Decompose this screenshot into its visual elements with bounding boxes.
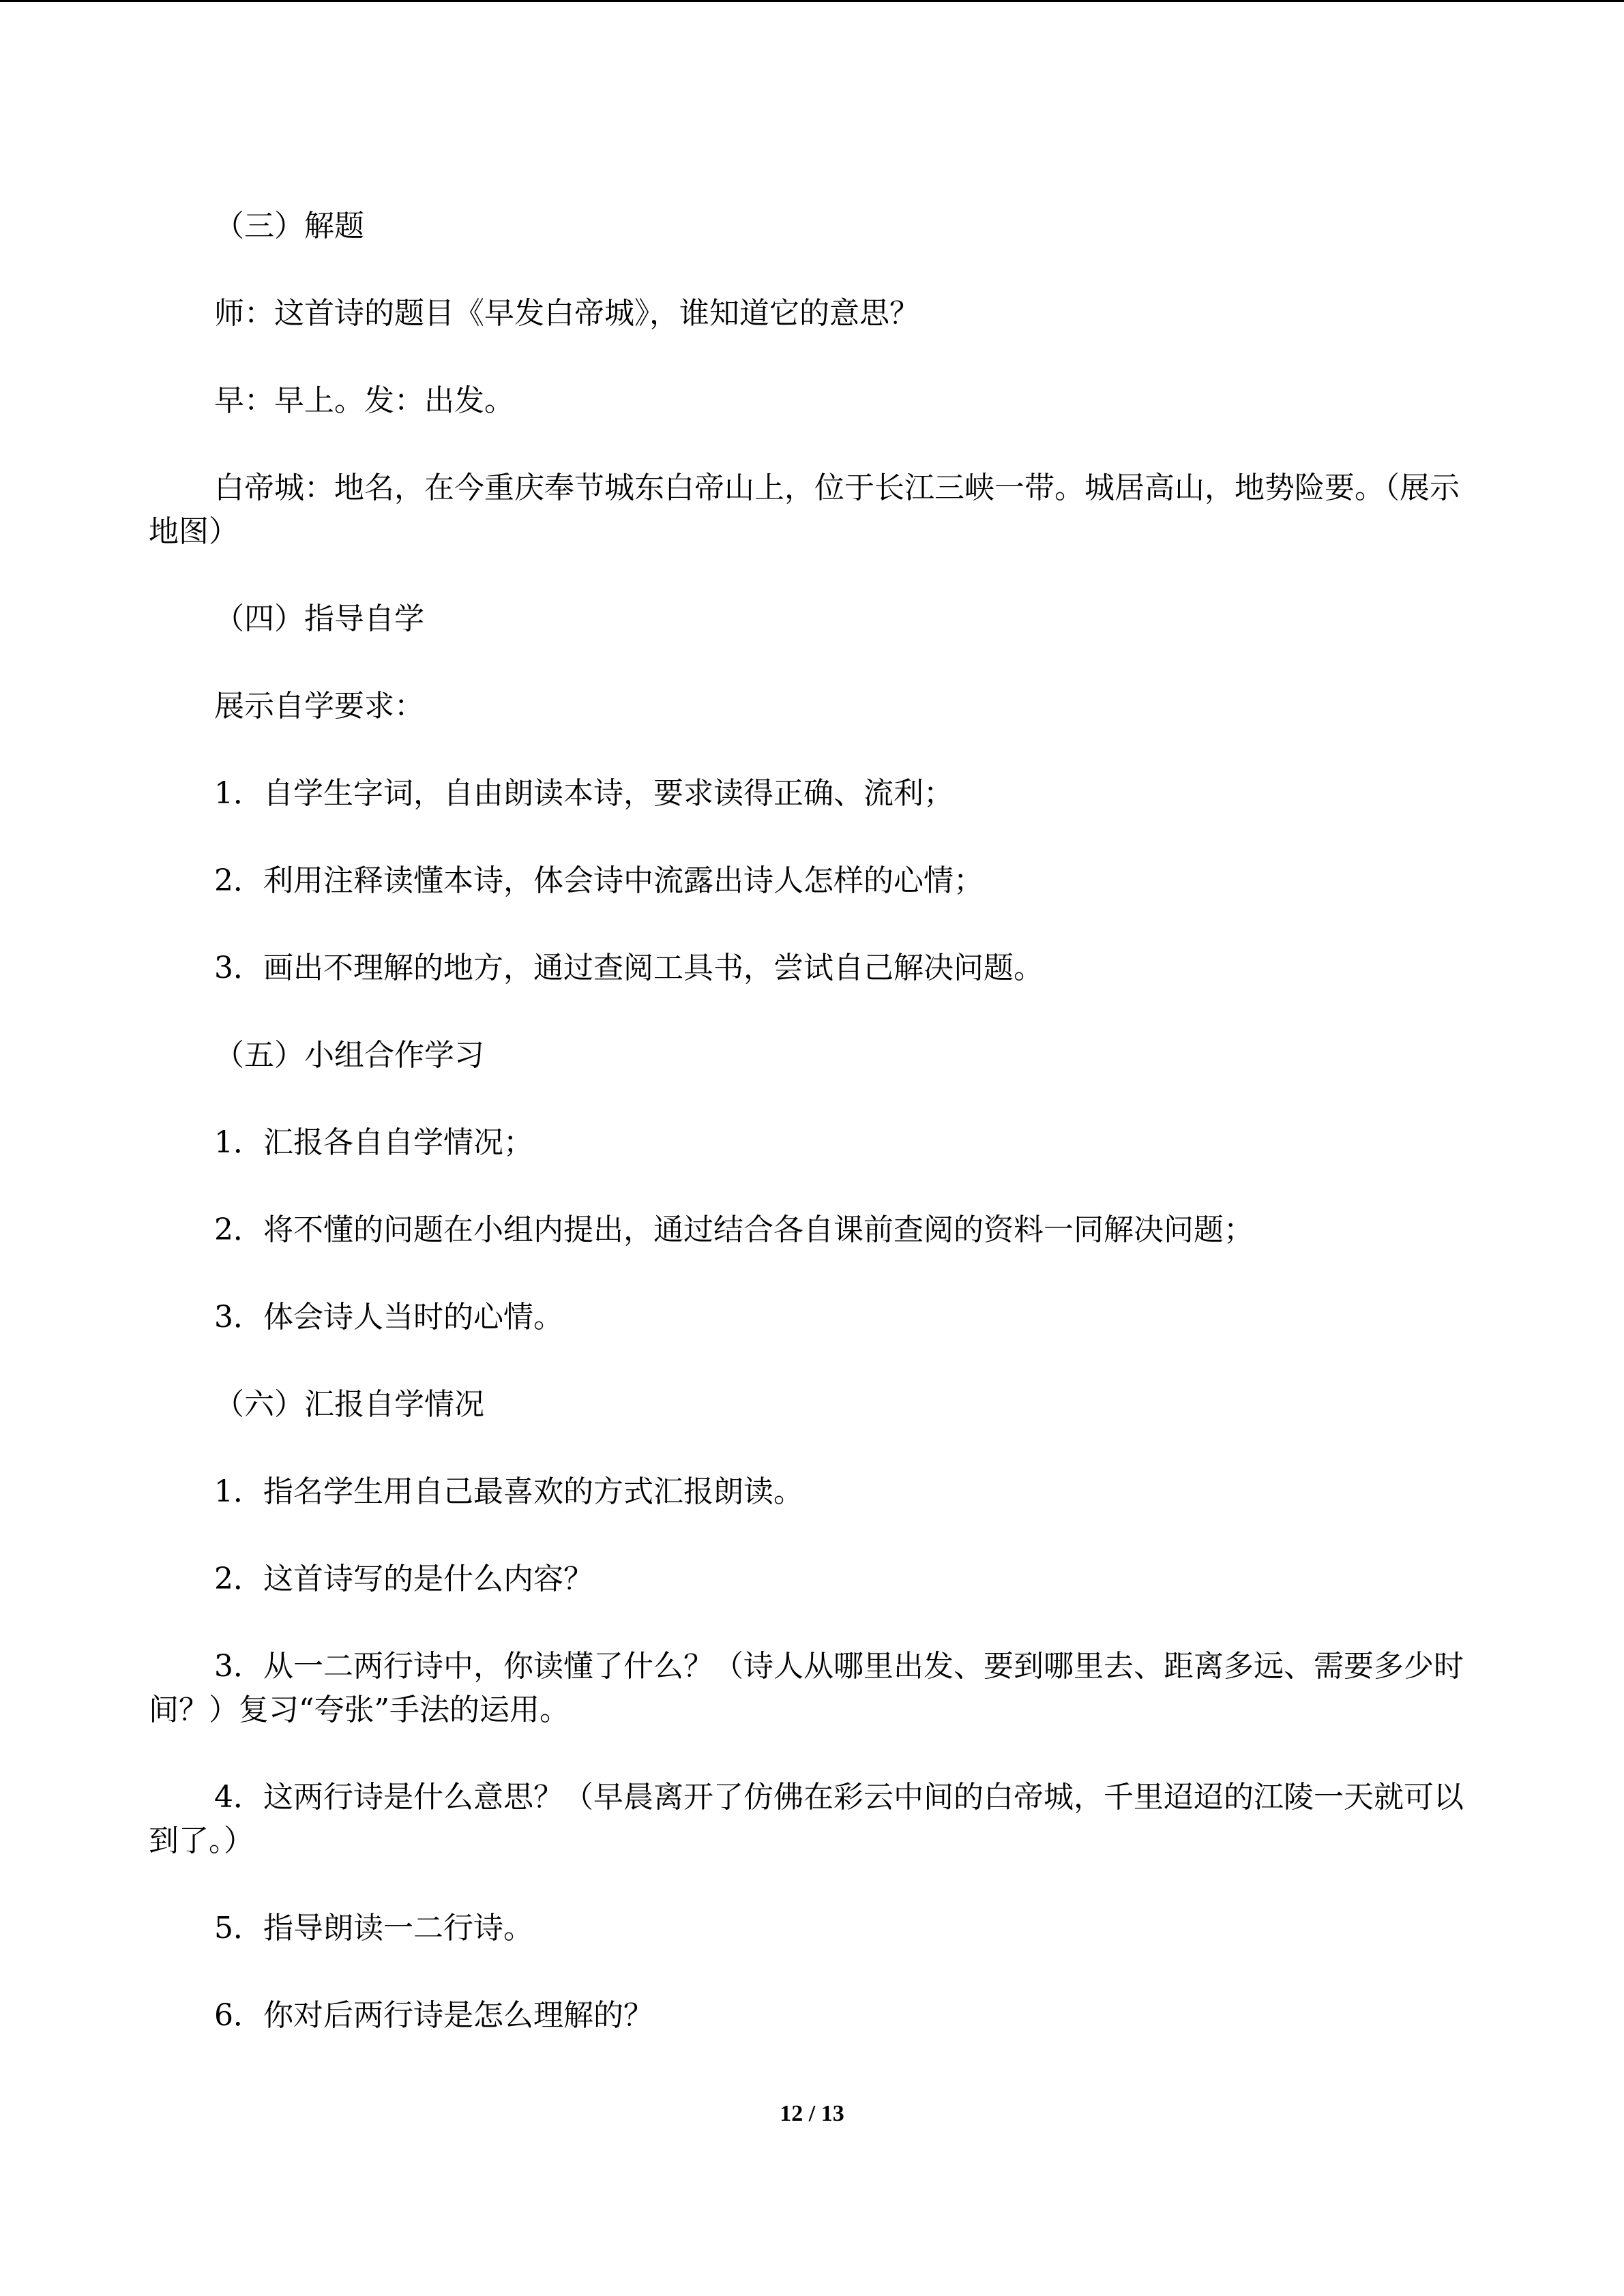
list-item: 4．这两行诗是什么意思？（早晨离开了仿佛在彩云中间的白帝城，千里迢迢的江陵一天就可以到了。） bbox=[149, 1780, 1464, 1858]
list-item: 2．将不懂的问题在小组内提出，通过结合各自课前查阅的资料一同解决问题； bbox=[214, 1212, 1254, 1247]
page-body bbox=[149, 205, 1475, 2081]
list-item: 1．自学生字词，自由朗读本诗，要求读得正确、流利； bbox=[214, 776, 954, 811]
list-item: 3．体会诗人当时的心情。 bbox=[214, 1300, 563, 1335]
section-heading-6: （六）汇报自学情况 bbox=[214, 1387, 484, 1422]
list-item: 1．汇报各自自学情况； bbox=[214, 1125, 533, 1160]
top-border bbox=[0, 0, 1624, 2]
list-item: 1．指名学生用自己最喜欢的方式汇报朗读。 bbox=[214, 1474, 803, 1509]
list-item: 2．这首诗写的是什么内容？ bbox=[214, 1562, 593, 1596]
paragraph: 白帝城：地名，在今重庆奉节城东白帝山上，位于长江三峡一带。城居高山，地势险要。（展示地图） bbox=[149, 471, 1460, 549]
section-heading-4: （四）指导自学 bbox=[214, 601, 424, 636]
section-heading-3: （三）解题 bbox=[214, 209, 364, 243]
paragraph: 展示自学要求： bbox=[214, 689, 424, 724]
section-heading-5: （五）小组合作学习 bbox=[214, 1038, 484, 1073]
list-item: 2．利用注释读懂本诗，体会诗中流露出诗人怎样的心情； bbox=[214, 863, 984, 898]
list-item: 5．指导朗读一二行诗。 bbox=[214, 1911, 533, 1945]
paragraph: 师：这首诗的题目《早发白帝城》，谁知道它的意思？ bbox=[214, 296, 919, 331]
paragraph: 早：早上。发：出发。 bbox=[214, 383, 514, 418]
list-item: 6．你对后两行诗是怎么理解的？ bbox=[214, 1998, 653, 2033]
list-item: 3．画出不理解的地方，通过查阅工具书，尝试自己解决问题。 bbox=[214, 951, 1044, 985]
page-number: 12 / 13 bbox=[780, 2101, 844, 2126]
list-item: 3．从一二两行诗中，你读懂了什么？（诗人从哪里出发、要到哪里去、距离多远、需要多少时间？）复习“夸张”手法的运用。 bbox=[149, 1649, 1464, 1727]
